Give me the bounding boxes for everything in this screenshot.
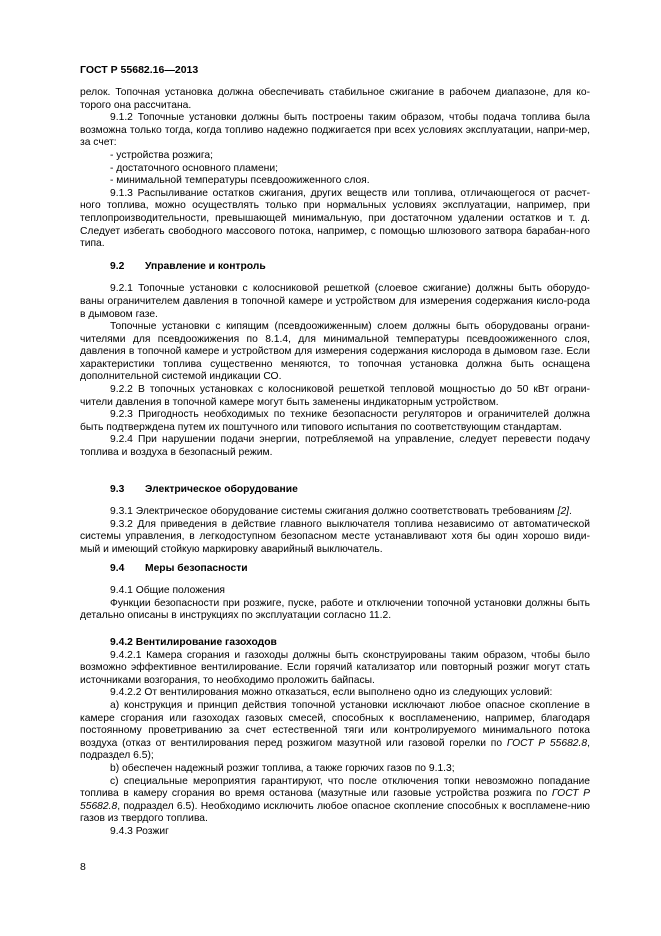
reference-link: [2]	[557, 506, 570, 518]
list-item: - устройства розжига;	[110, 149, 214, 161]
document-header: ГОСТ Р 55682.16—2013	[80, 64, 199, 76]
section-heading-9-4	[80, 563, 590, 576]
section-number: 9.3	[110, 483, 125, 495]
section-title: Меры безопасности	[145, 562, 248, 574]
page-number: 8	[80, 861, 86, 873]
section-title: Управление и контроль	[145, 260, 266, 272]
reference-link: ГОСТ Р 55682.8	[506, 737, 588, 749]
paragraph-9-4-2-2: 9.4.2.2 От вентилирования можно отказаться, если выполнено одно из следующих условий:	[110, 687, 553, 699]
text: .	[569, 506, 572, 518]
paragraph-9-2-4: 9.2.4 При нарушении подачи энергии, потребляемой на управление, следует перевести подачу топлива и воздуха в безопасный режим.	[80, 434, 590, 459]
paragraph: Функции безопасности при розжиге, пуске, работе и отключении топочной установки должны быть детально описаны в инструкциях по эксплуатации согласно 11.2.	[80, 597, 590, 622]
paragraph-9-2-3: 9.2.3 Пригодность необходимых по технике безопасности регуляторов и ограничителей должна быть подтверждена путем их поштучного или типового испытания по соответствующим стандартам.	[80, 409, 590, 433]
text: с) специальные мероприятия гарантируют, что после отключения топки невозможно попадание топлива в камеру сгорания во время останова (мазутные или газовые устройства розжига по	[80, 775, 590, 800]
section-heading-9-2	[80, 261, 590, 274]
paragraph-9-1-2: 9.1.2 Топочные установки должны быть построены таким образом, чтобы подача топлива была возможна только тогда, когда топливо надежно поджигается при всех условиях эксплуатации, напри-мер, за счет:	[80, 112, 590, 149]
paragraph-9-3-2: 9.3.2 Для приведения в действие главного выключателя топлива независимо от автоматической системы управления, в легкодоступном безопасном месте устанавливают хотя бы один хорошо види-мый и имеющий стойкую маркировку аварийный выключатель.	[80, 518, 590, 555]
section-number: 9.4	[110, 562, 125, 574]
subsection-heading-9-4-2: 9.4.2 Вентилирование газоходов	[110, 636, 277, 648]
paragraph-9-1-3: 9.1.3 Распыливание остатков сжигания, других веществ или топлива, отличающегося от расчет-ного топлива, можно осуществлять только при нормальных условиях эксплуатации, например, при теплопроизводительности, превышающей минимальную, при достаточном удалении остатков и т. д. Следует избегать свободного массового потока, например, с помощью шлюзового затвора барабан-ного типа.	[80, 187, 590, 250]
section-heading-9-3	[80, 484, 590, 497]
paragraph: релок. Топочная установка должна обеспечивать стабильное сжигание в рабочем диапазоне, для ко-торого она рассчитана.	[80, 87, 590, 111]
paragraph-9-4-2-1: 9.4.2.1 Камера сгорания и газоходы должны быть сконструированы таким образом, чтобы было возможно эффективное вентилирование. Если горячий катализатор или повторный розжиг могут стать источниками возгорания, то необходимо проложить байпасы.	[80, 649, 590, 686]
text: , подраздел 6.5);	[80, 737, 590, 762]
paragraph-a	[80, 700, 590, 763]
paragraph-c	[80, 776, 590, 826]
paragraph-9-2-2: 9.2.2 В топочных установках с колосниковой решеткой тепловой мощностью до 50 кВт ограни-чители давления в топочной камере могут быть заменены индикаторным устройством.	[80, 384, 590, 408]
section-number: 9.2	[110, 260, 125, 272]
reference-link: ГОСТ Р 55682.8	[80, 788, 590, 812]
text: 9.3.1 Электрическое оборудование системы сжигания должно соответствовать требованиям	[110, 506, 558, 518]
paragraph-9-4-1: 9.4.1 Общие положения	[110, 585, 225, 597]
paragraph-b: b) обеспечен надежный розжиг топлива, а также горючих газов по 9.1.3;	[110, 762, 455, 774]
list-item: - достаточного основного пламени;	[110, 162, 278, 174]
text: а) конструкция и принцип действия топочной установки исключают любое опасное скопление в камере сгорания или газоходах газовых смесей, способных к воспламенению, например, благодаря постоянному проветриванию за счет естественной тяги или контролируемого минимального потока воздуха (отказ от вентилирования перед розжигом мазутной или газовой горелки по	[80, 699, 590, 749]
paragraph-9-2-1: 9.2.1 Топочные установки с колосниковой решеткой (слоевое сжигание) должны быть оборудо-ваны ограничителем давления в топочной камере и устройством для измерения содержания кисло-рода в дымовом газе.	[80, 283, 590, 320]
text: , подраздел 6.5). Необходимо исключить любое опасное скопление способных к воспламене-нию газов из твердого топлива.	[80, 800, 590, 825]
section-title: Электрическое оборудование	[145, 483, 298, 495]
list-item: - минимальной температуры псевдоожиженного слоя.	[110, 175, 370, 187]
document-body	[80, 87, 590, 838]
paragraph-9-4-3: 9.4.3 Розжиг	[110, 825, 169, 837]
paragraph: Топочные установки с кипящим (псевдоожиженным) слоем должны быть оборудованы ограни-чителями для псевдоожижения по 8.1.4, для минимальной температуры псевдоожиженного слоя, давления в топочной камере и устройством для измерения содержания кислорода в дымовом газе. Если характеристики топлива существенно меняются, то топочная установка должна быть оснащена дополнительной системой индикации СО.	[80, 321, 590, 383]
paragraph-9-3-1	[80, 506, 590, 519]
